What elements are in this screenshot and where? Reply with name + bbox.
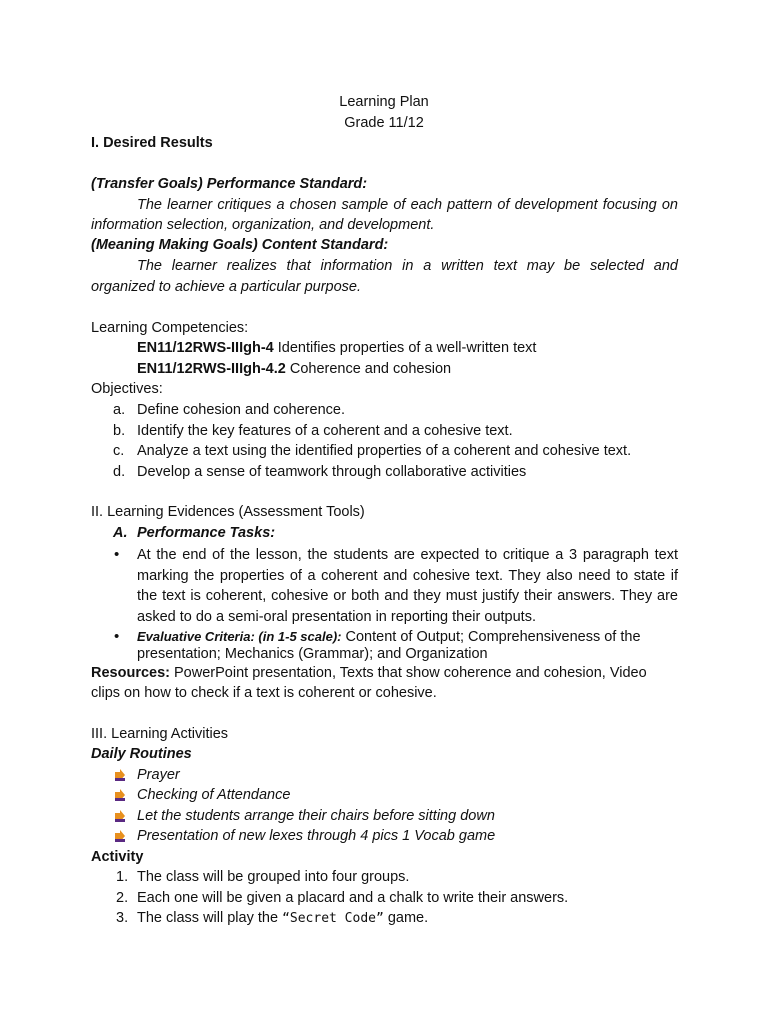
routine-item: Presentation of new lexes through 4 pics 1 Vocab game [137, 828, 496, 844]
arrow-bullet-icon [114, 769, 126, 781]
activity-step: Each one will be given a placard and a chalk to write their answers. [137, 890, 569, 906]
meaning-goals-line-2: organized to achieve a particular purpose. [91, 279, 362, 295]
task-line-2: marking the properties of a coherent and cohesive text. They also need to state if [137, 568, 678, 584]
meaning-goals-label: (Meaning Making Goals) Content Standard: [91, 237, 389, 253]
objective-item: Define cohesion and coherence. [137, 402, 345, 418]
step-marker: 3. [116, 910, 129, 926]
objective-marker: b. [113, 423, 126, 439]
competency-item [137, 338, 536, 358]
section-desired-results-heading: I. Desired Results [91, 135, 213, 151]
routine-item: Prayer [137, 767, 180, 783]
objective-marker: a. [113, 402, 126, 418]
activity-step [137, 908, 428, 929]
competency-text: Coherence and cohesion [285, 361, 452, 377]
routine-item: Let the students arrange their chairs before sitting down [137, 808, 495, 824]
transfer-goals-line-2: information selection, organization, and development. [91, 217, 435, 233]
resources-line-2: clips on how to check if a text is coherent or cohesive. [91, 685, 437, 701]
activity-step: The class will be grouped into four groups. [137, 869, 410, 885]
secret-code-term: “Secret Code” [282, 911, 384, 926]
objective-marker: d. [113, 464, 126, 480]
competency-item [137, 359, 451, 379]
competencies-heading: Learning Competencies: [91, 320, 249, 336]
step-marker: 2. [116, 890, 129, 906]
arrow-bullet-icon [114, 810, 126, 822]
section-evidences-heading: II. Learning Evidences (Assessment Tools) [91, 504, 365, 520]
section-activities-heading: III. Learning Activities [91, 726, 229, 742]
routine-item: Checking of Attendance [137, 787, 291, 803]
step-text-end: game. [383, 910, 429, 926]
objective-item: Develop a sense of teamwork through collaborative activities [137, 464, 527, 480]
resources-text: PowerPoint presentation, Texts that show coherence and cohesion, Video [169, 665, 647, 681]
step-marker: 1. [116, 869, 129, 885]
competency-text: Identifies properties of a well-written text [273, 340, 537, 356]
round-bullet: • [114, 546, 120, 563]
arrow-bullet-icon [114, 830, 126, 842]
resources-label: Resources: [91, 665, 170, 681]
step-text: The class will play the [137, 910, 283, 926]
criteria-line-2: presentation; Mechanics (Grammar); and Organization [137, 646, 488, 662]
criteria-label: Evaluative Criteria: (in 1-5 scale): [137, 629, 342, 644]
objective-item: Identify the key features of a coherent and a cohesive text. [137, 423, 513, 439]
task-line-1: At the end of the lesson, the students are expected to critique a 3 paragraph text [137, 547, 678, 563]
task-line-3: the text is coherent, cohesive or both and they must justify their answers. They are [137, 588, 678, 604]
resources-line-1 [91, 663, 647, 683]
performance-marker: A. [113, 525, 128, 541]
objective-marker: c. [113, 443, 125, 459]
round-bullet: • [114, 628, 120, 645]
transfer-goals-line-1: The learner critiques a chosen sample of each pattern of development focusing on [137, 197, 678, 213]
meaning-goals-line-1: The learner realizes that information in a written text may be selected and [137, 258, 678, 274]
competency-code: EN11/12RWS-IIIgh-4 [137, 340, 274, 356]
activity-label: Activity [91, 849, 144, 865]
task-line-4: asked to do a semi-oral presentation in reporting their outputs. [137, 609, 536, 625]
competency-code: EN11/12RWS-IIIgh-4.2 [137, 361, 286, 377]
arrow-bullet-icon [114, 789, 126, 801]
objectives-heading: Objectives: [91, 381, 163, 397]
document-title: Learning Plan [339, 94, 429, 110]
criteria-text: Content of Output; Comprehensiveness of the [341, 629, 641, 645]
daily-routines-label: Daily Routines [91, 746, 192, 762]
grade-label: Grade 11/12 [344, 115, 424, 131]
objective-item: Analyze a text using the identified properties of a coherent and cohesive text. [137, 443, 632, 459]
performance-tasks-label: Performance Tasks: [137, 525, 276, 541]
transfer-goals-label: (Transfer Goals) Performance Standard: [91, 176, 368, 192]
